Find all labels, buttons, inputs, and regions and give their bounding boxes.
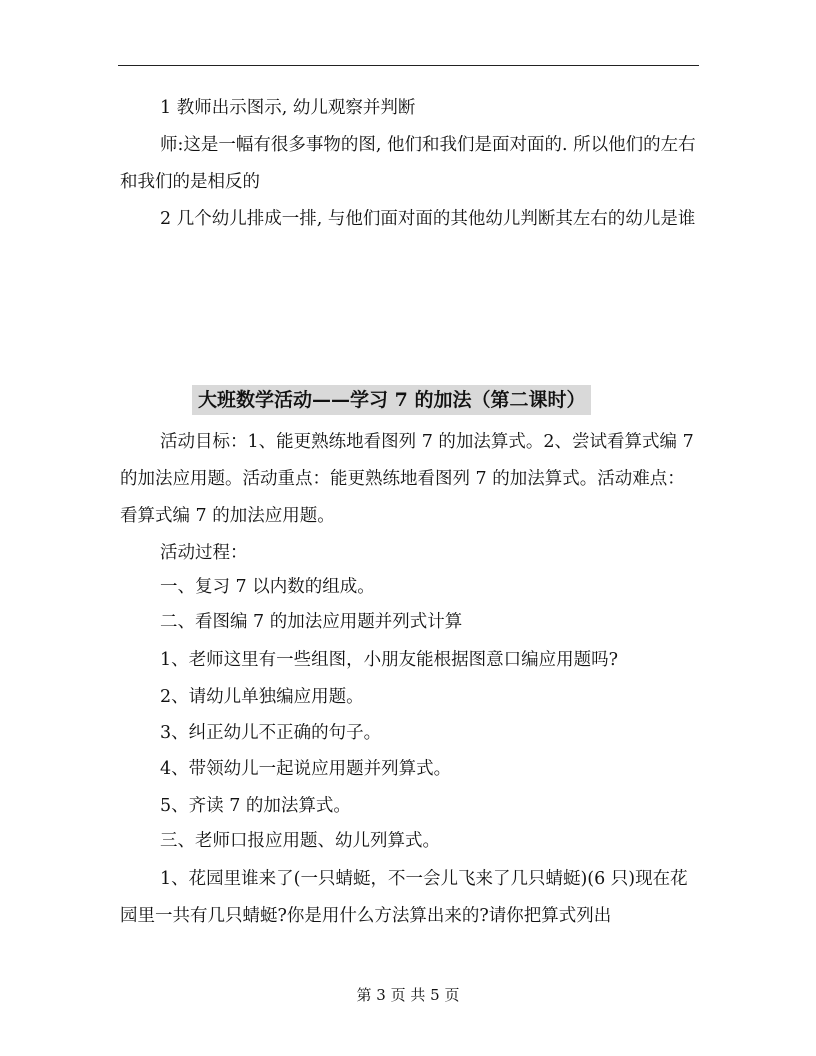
section-title: 大班数学活动——学习 7 的加法（第二课时） [192,385,591,415]
paragraph: 活动过程： [160,543,248,563]
paragraph: 1 教师出示图示, 幼儿观察并判断 [160,98,416,118]
paragraph: 5、齐读 7 的加法算式。 [160,796,351,816]
paragraph: 一、复习 7 以内数的组成。 [160,577,375,597]
paragraph: 2、请幼儿单独编应用题。 [160,687,364,707]
paragraph: 三、老师口报应用题、幼儿列算式。 [160,831,440,851]
page-footer: 第 3 页 共 5 页 [356,986,460,1004]
paragraph: 2 几个幼儿排成一排, 与他们面对面的其他幼儿判断其左右的幼儿是谁 [160,209,696,229]
paragraph: 1、花园里谁来了(一只蜻蜓，不一会儿飞来了几只蜻蜓)(6 只)现在花园里一共有几只蜻蜓?你是用什么方法算出来的?请你把算式列出 [120,869,688,926]
paragraph: 师:这是一幅有很多事物的图, 他们和我们是面对面的. 所以他们的左右和我们的是相反的 [120,135,696,192]
paragraph: 1、老师这里有一些组图，小朋友能根据图意口编应用题吗? [160,650,619,670]
paragraph: 二、看图编 7 的加法应用题并列式计算 [160,612,463,632]
paragraph: 活动目标：1、能更熟练地看图列 7 的加法算式。2、尝试看算式编 7 的加法应用题。活动重点：能更熟练地看图列 7 的加法算式。活动难点：看算式编 7 的加法应用题。 [120,432,694,526]
paragraph: 4、带领幼儿一起说应用题并列算式。 [160,759,452,779]
header-rule [118,65,699,66]
paragraph: 3、纠正幼儿不正确的句子。 [160,723,382,743]
